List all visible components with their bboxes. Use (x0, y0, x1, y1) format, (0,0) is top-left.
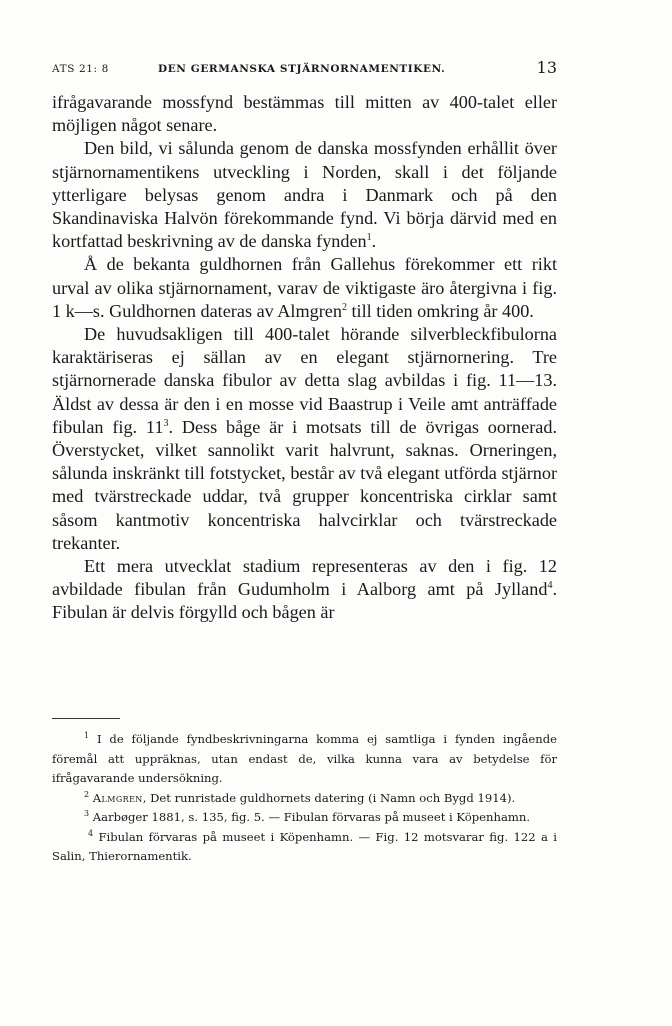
footnote-ref: 1 (366, 232, 372, 244)
footnote-divider (52, 718, 120, 719)
header-code: ATS 21: 8 (52, 63, 109, 75)
footnote: $^3$ Aarbøger 1881, s. 135, fig. 5. — Fibulan förvaras på museet i Köpenhamn. (84, 809, 531, 824)
footnote-ref: 3 (163, 417, 169, 429)
footnote-number: 3 (84, 809, 90, 818)
footnote-number: 4 (88, 828, 94, 838)
body-text (52, 91, 557, 625)
footnote: $^2$ Almgren, Det runristade guldhornets datering (i Namn och Bygd 1914). (84, 789, 516, 805)
footnote-ref: 2 (341, 301, 347, 313)
paragraph: Den bild, vi sålunda genom de danska mossfynden erhållit över stjärnornamentikens utveckling i Norden, skall i det följande ytterligare belysas genom andra i Danmark och på den Skandinaviska Halvön förekommande fynd. Vi börja därvid med en kortfattad beskrivning av de danska fynden$^1$. (52, 138, 557, 252)
author-name: Almgren (92, 790, 143, 805)
paragraph: ifrågavarande mossfynd bestämmas till mitten av 400-talet eller möjligen något senare. (52, 92, 557, 136)
footnote-number: 2 (84, 789, 90, 799)
paragraph: Ett mera utvecklat stadium representeras av den i fig. 12 avbildade fibulan från Gudumholm i Aalborg amt på Jylland$^4$. Fibulan är delvis förgylld och bågen är (52, 556, 557, 623)
paragraph: De huvudsakligen till 400-talet hörande silverbleckfibulorna karaktäriseras ej sällan av en elegant stjärnornering. Tre stjärnornerade danska fibulor av detta slag avbildas i fig. 11—13. Äldst av dessa är den i en mosse vid Baastrup i Veile amt anträffade fibulan fig. $11^3$. Dess båge är i motsats till de övrigas oornerad. Överstycket, vilket sannolikt varit halvrunt, saknas. Orneringen, sålunda inskränkt till fotstycket, består av två elegant utförda stjärnor med tvärstreckade uddar, två grupper koncentriska cirklar samt såsom kantmotiv koncentriska halvcirklar och tvärstreckade trekanter. (52, 324, 557, 553)
footnotes (52, 730, 557, 867)
header-title: DEN GERMANSKA STJÄRNORNAMENTIKEN. (158, 63, 446, 75)
footnote-number: 1 (84, 731, 90, 740)
footnote: $^4$ Fibulan förvaras på museet i Köpenhamn. — Fig. 12 motsvarar fig. 122 a i Salin, Thierornamentik. (52, 828, 557, 863)
page-number: 13 (536, 58, 557, 77)
paragraph: Å de bekanta guldhornen från Gallehus förekommer ett rikt urval av olika stjärnornament, varav de viktigaste äro återgivna i fig. 1 k—s. Guldhornen dateras av Almgren$^2$ till tiden omkring år 400. (52, 254, 557, 321)
footnote-ref: 4 (547, 580, 553, 592)
running-header (52, 58, 557, 78)
footnote: $^1$ I de följande fyndbeskrivningarna komma ej samtliga i fynden ingående föremål att uppräknas, utan endast de, vilka kunna vara av betydelse för ifrågavarande undersökning. (52, 731, 557, 785)
